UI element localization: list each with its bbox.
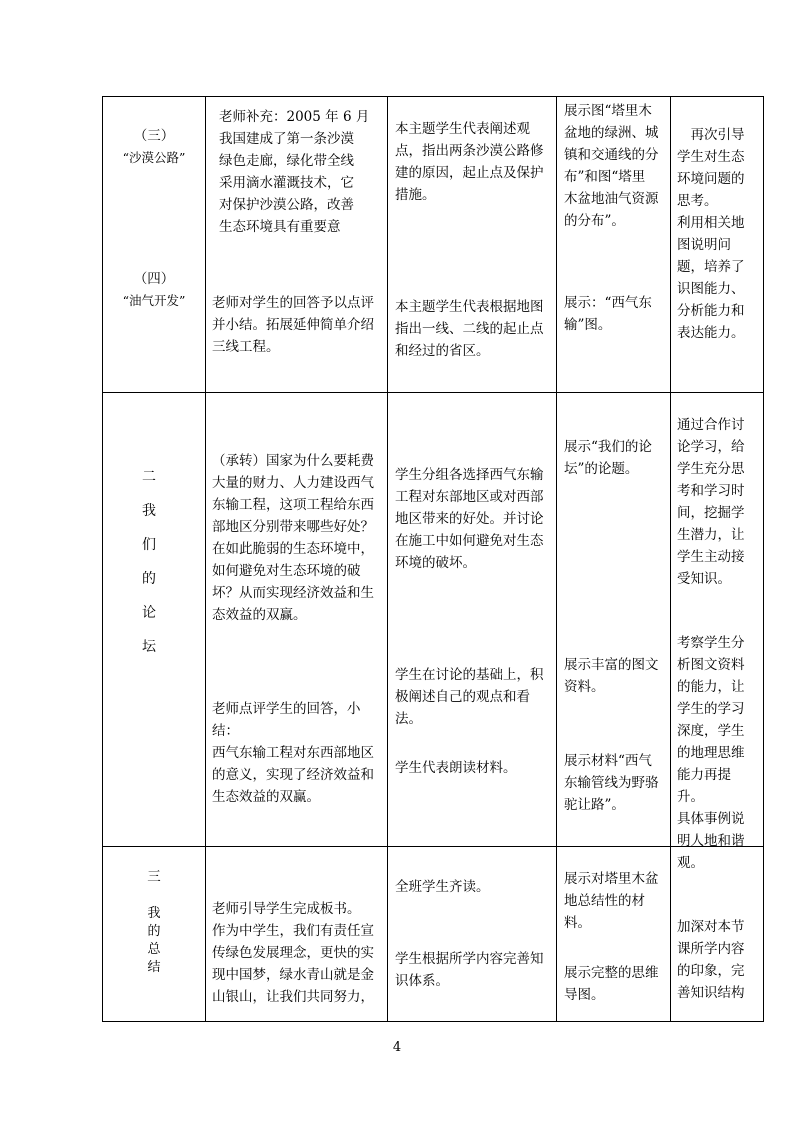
row3-media-a: 展示对塔里木盆 地总结性的材 料。	[564, 871, 659, 931]
section-4-number: （四）	[133, 271, 175, 287]
row2-design-purpose-a: 通过合作讨 论学习，给 学生充分思 考和学习时 间，挖掘学 生潜力，让 学生主动接 受知识。	[677, 417, 745, 587]
section-3-title: “沙漠公路”	[122, 150, 186, 165]
section-2-char: 我	[142, 503, 156, 519]
row1-teacher-activity-b: 老师对学生的回答予以点评 并小结。拓展延伸简单介绍 三线工程。	[212, 295, 374, 355]
section-4-title: “油气开发”	[122, 293, 186, 308]
section-2-char: 二	[142, 469, 156, 485]
section-2-vertical-title	[134, 466, 164, 670]
row1-student-activity-a: 本主题学生代表阐述观 点，指出两条沙漠公路修 建的原因，起止点及保护 措施。	[395, 121, 544, 203]
row1-student-activity-b: 本主题学生代表根据地图 指出一线、二线的起止点 和经过的省区。	[395, 299, 544, 359]
section-2-char: 的	[142, 571, 156, 587]
section-3-summary-char: 我	[147, 906, 161, 921]
row2-student-activity-c: 学生代表朗读材料。	[395, 760, 517, 776]
row3-student-activity-b: 学生根据所学内容完善知 识体系。	[395, 951, 544, 989]
row2-teacher-activity-a: （承转）国家为什么要耗费 大量的财力、人力建设西气 东输工程，这项工程给东西 部地区分别带来哪些好处？ 在如此脆弱的生态环境中， 如何避免对生态环境的破 坏？从而实现经济效益和生 态效益的双赢。	[212, 453, 374, 623]
row2-design-purpose-b: 考察学生分 析图文资料 的能力，让 学生的学习 深度，学生 的地理思维 能力再提 升。 具体事例说 明人地和谐 观。	[677, 635, 745, 871]
row2-student-activity-a: 学生分组各选择西气东输 工程对东部地区或对西部 地区带来的好处。并讨论 在施工中如何避免对生态 环境的破坏。	[395, 467, 544, 571]
section-3-summary-char: 的	[147, 924, 161, 939]
row2-student-activity-b: 学生在讨论的基础上，积 极阐述自己的观点和看 法。	[395, 667, 544, 727]
section-2-char: 论	[142, 605, 156, 621]
section-2-char: 们	[142, 537, 156, 553]
table-col-divider-1	[205, 96, 206, 1022]
table-border-row2-bottom	[102, 846, 764, 847]
section-3-summary-char: 结	[147, 960, 161, 975]
row3-student-activity-a: 全班学生齐读。	[395, 879, 490, 895]
row1-media-a: 展示图“塔里木 盆地的绿洲、城 镇和交通线的分 布”和图“塔里 木盆地油气资源 的分布”。	[564, 103, 659, 229]
row2-media-c: 展示材料“西气 东输管线为野骆 驼让路”。	[564, 753, 659, 813]
row3-teacher-activity: 老师引导学生完成板书。 作为中学生，我们有责任宣 传绿色发展理念，更快的实 现中国梦，绿水青山就是金 山银山，让我们共同努力，	[212, 901, 374, 1005]
table-border-right	[763, 96, 764, 1022]
row1-media-b: 展示：“西气东 输”图。	[564, 295, 652, 333]
row1-teacher-activity-a: 老师补充：2005 年 6 月 我国建成了第一条沙漠 绿色走廊，绿化带全线 采用滴水灌溉技术，它 对保护沙漠公路，改善 生态环境具有重要意	[219, 109, 370, 235]
table-col-divider-3	[556, 96, 557, 1022]
page-number: 4	[392, 1040, 402, 1055]
section-3-summary-number: 三	[147, 869, 161, 885]
row3-media-b: 展示完整的思维 导图。	[564, 965, 659, 1003]
table-border-top	[102, 96, 764, 97]
row2-teacher-activity-b: 老师点评学生的回答，小 结： 西气东输工程对东西部地区 的意义，实现了经济效益和 生态效益的双赢。	[212, 701, 374, 805]
table-border-row1-bottom	[102, 392, 764, 393]
table-col-divider-4	[670, 96, 671, 1022]
section-2-char: 坛	[142, 639, 156, 655]
section-3-number: （三）	[133, 128, 175, 144]
row3-design-purpose: 加深对本节 课所学内容 的印象，完 善知识结构	[677, 919, 745, 1001]
table-border-bottom	[102, 1021, 764, 1022]
table-col-divider-2	[387, 96, 388, 1022]
row2-media-b: 展示丰富的图文 资料。	[564, 657, 659, 695]
row2-media-a: 展示“我们的论 坛”的论题。	[564, 439, 652, 477]
section-3-summary-char: 总	[147, 942, 161, 957]
row1-design-purpose: 再次引导 学生对生态 环境问题的 思考。 利用相关地 图说明问 题，培养了 识图能力、 分析能力和 表达能力。	[677, 127, 745, 341]
section-3-summary-vertical-title	[139, 902, 169, 974]
